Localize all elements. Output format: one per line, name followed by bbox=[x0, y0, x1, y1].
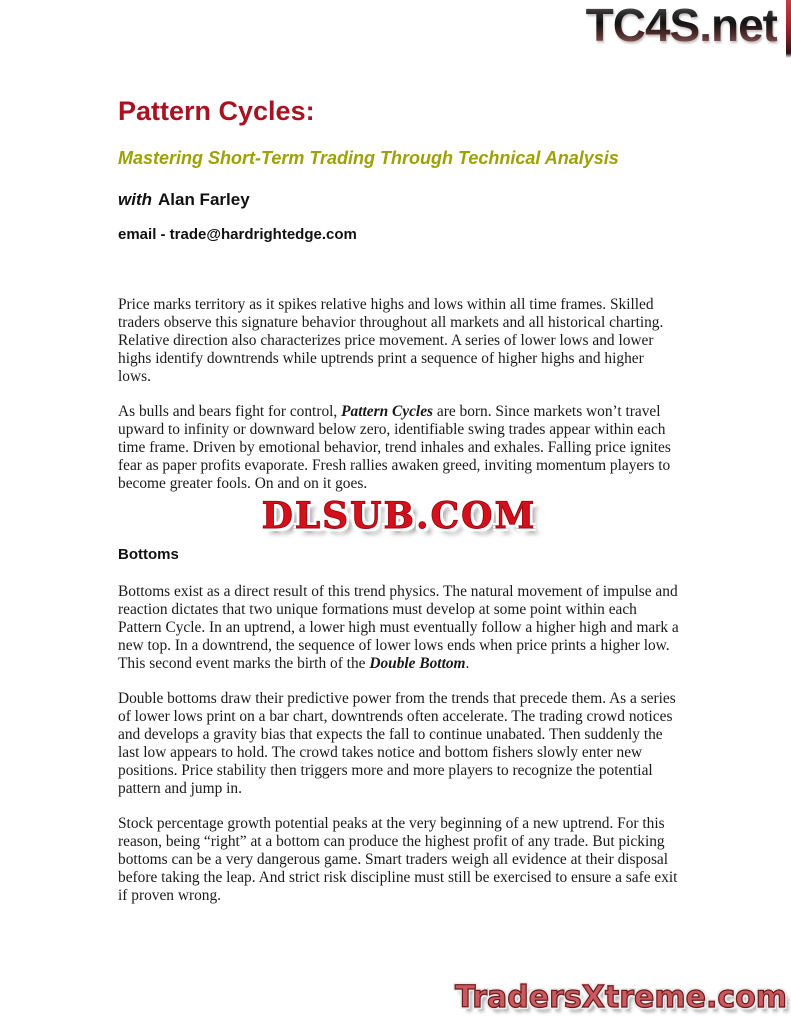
paragraph-bottoms-exist-pre: Bottoms exist as a direct result of this trend physics. The natural movement of impulse and reaction dictates that two unique formations must develop at some point within each Pattern Cycle. In an uptrend, a lower high must eventually follow a higher high and mark a new top. In a downtrend, the sequence of lower lows ends when price prints a higher low. This second event marks the birth of the bbox=[118, 583, 679, 672]
paragraph-stock-percentage: Stock percentage growth potential peaks at the very beginning of a new uptrend. For this reason, being “right” at a bottom can produce the highest profit of any trade. But picking bottoms can be a very dangerous game. Smart traders weigh all evidence at their disposal before taking the leap. And strict risk discipline must still be exercised to ensure a safe exit if proven wrong. bbox=[118, 815, 678, 904]
double-bottom-emphasis: Double Bottom bbox=[369, 655, 466, 672]
paragraph-bottoms-exist bbox=[118, 583, 680, 673]
paragraph-double-bottoms: Double bottoms draw their predictive power from the trends that precede them. As a series of lower lows print on a bar chart, downtrends often accelerate. The trading crowd notices and develops a gravity bias that expects the fall to continue unabated. Then suddenly the last low appears to hold. The crowd takes notice and bottom fishers slowly enter new positions. Price stability then triggers more and more players to recognize the potential pattern and jump in. bbox=[118, 690, 676, 797]
tradersxtreme-watermark bbox=[455, 978, 787, 1018]
document-content bbox=[118, 0, 680, 905]
paragraph-bulls-bears bbox=[118, 403, 680, 493]
section-heading-bottoms: Bottoms bbox=[118, 546, 179, 563]
corner-red-stripe bbox=[786, 0, 791, 58]
tradersxtreme-watermark-text: TradersXtreme.com bbox=[455, 980, 787, 1015]
paragraph-bulls-bears-pre: As bulls and bears fight for control, bbox=[118, 403, 342, 420]
pattern-cycles-emphasis: Pattern Cycles bbox=[341, 403, 434, 420]
paragraph-bulls-bears-post: are born. Since markets won’t travel upward to infinity or downward below zero, identifiable swing trades appear within each time frame. Driven by emotional behavior, trend inhales and exhales. Falling price ignites fear as paper profits evaporate. Fresh rallies awaken greed, inviting momentum players to become greater fools. On and on it goes. bbox=[118, 403, 671, 492]
paragraph-price-marks: Price marks territory as it spikes relative highs and lows within all time frames. Skilled traders observe this signature behavior throughout all markets and all historical charting. Relative direction also characterizes price movement. A series of lower lows and lower highs identify downtrends while uptrends print a sequence of higher highs and higher lows. bbox=[118, 296, 664, 385]
dlsub-watermark-text: DLSUB.COM bbox=[261, 495, 537, 537]
dlsub-watermark bbox=[118, 494, 680, 538]
tc4s-watermark-text: TC4S.net bbox=[585, 0, 777, 51]
page-subtitle: Mastering Short-Term Trading Through Technical Analysis bbox=[118, 148, 619, 168]
byline bbox=[118, 190, 680, 210]
paragraph-bottoms-exist-post: . bbox=[465, 655, 470, 672]
page-title: Pattern Cycles: bbox=[118, 96, 315, 126]
email-line: email - trade@hardrightedge.com bbox=[118, 226, 357, 243]
author-name: Alan Farley bbox=[158, 190, 250, 209]
byline-prefix: with bbox=[118, 190, 152, 209]
